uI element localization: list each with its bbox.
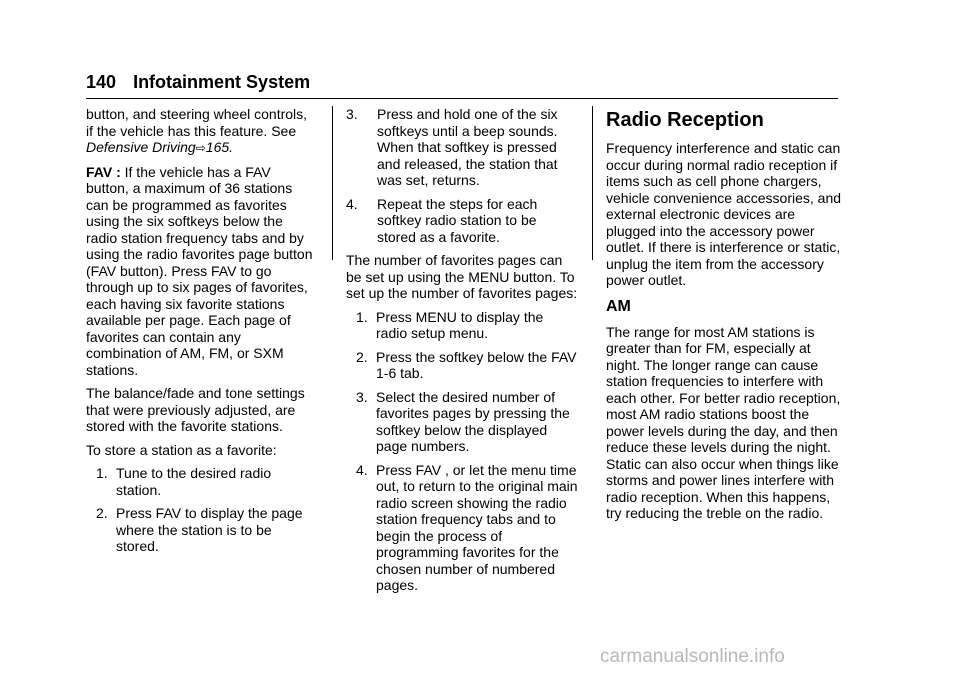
store-intro: To store a station as a favorite: [86, 441, 277, 458]
am-paragraph: The range for most AM stations is greater than for FM, especially at night. The longer range can cause station frequencies to interfere with each other. For better radio reception, most AM radio stations boost the power levels during the day, and then reduce these levels during the night. Static can also occur when things like storms and power lines interfere with radio reception. When this happens, try reducing the treble on the radio. [606, 323, 841, 521]
page-number: 140 [86, 72, 117, 92]
pages-steps [346, 309, 578, 594]
defensive-driving-link[interactable]: Defensive Driving [86, 139, 196, 155]
am-heading: AM [606, 297, 631, 315]
store-steps [86, 465, 316, 555]
page-reference[interactable]: 165. [205, 139, 234, 155]
balance-paragraph: The balance/fade and tone settings that were previously adjusted, are stored with the favorite stations. [86, 385, 305, 434]
pages-intro: The number of favorites pages can be set up using the MENU button. To set up the number of favorites pages: [346, 252, 578, 301]
list-item: 2. Press FAV to display the page where the station is to be stored. [96, 505, 303, 554]
intro-paragraph: button, and steering wheel controls, if the vehicle has this feature. See Defensive Driving⇨165. [86, 106, 308, 155]
fav-paragraph: FAV : If the vehicle has a FAV button, a maximum of 36 stations can be programmed as favorites using the six softkeys below the radio station frequency tabs and by using the radio favorites page button (FAV button). Press FAV to go through up to six pages of favorites, each having six favorite stations available per page. Each page of favorites can contain any combination of AM, FM, or SXM stations. [86, 163, 313, 378]
reception-paragraph: Frequency interference and static can occur during normal radio reception if items such as cell phone chargers, vehicle convenience accessories, and external electronic devices are plugged into the accessory power outlet. If there is interference or static, unplug the item from the accessory power outlet. [606, 140, 842, 288]
column-divider [592, 106, 593, 260]
fav-term: FAV : [86, 163, 121, 180]
page-reference-arrow-icon: ⇨ [195, 141, 206, 155]
store-steps-continued [346, 106, 578, 245]
radio-reception-heading: Radio Reception [606, 109, 764, 131]
list-item: 1. Tune to the desired radio station. [96, 465, 272, 498]
section-title: Infotainment System [133, 72, 311, 92]
list-item: 4. Repeat the steps for each softkey radio station to be stored as a favorite. [346, 195, 538, 245]
page-header [86, 72, 310, 93]
column-3 [606, 106, 842, 529]
list-item: 2. Press the softkey below the FAV 1-6 tab. [356, 348, 577, 381]
list-item: 1. Press MENU to display the radio setup menu. [356, 308, 544, 341]
column-1 [86, 106, 316, 562]
header-rule [86, 98, 838, 99]
list-item: 3. Press and hold one of the six softkeys until a beep sounds. When that softkey is pressed and released, the station that was set, returns. [346, 106, 558, 188]
column-2 [346, 106, 578, 601]
column-divider [332, 106, 333, 260]
watermark: carmanualsonline.info [600, 646, 785, 667]
list-item: 3. Select the desired number of favorites pages by pressing the softkey below the displayed page numbers. [356, 388, 570, 454]
list-item: 4. Press FAV , or let the menu time out, to return to the original main radio screen showing the radio station frequency tabs and to begin the process of programming favorites for the chosen number of numbered pages. [356, 461, 578, 593]
